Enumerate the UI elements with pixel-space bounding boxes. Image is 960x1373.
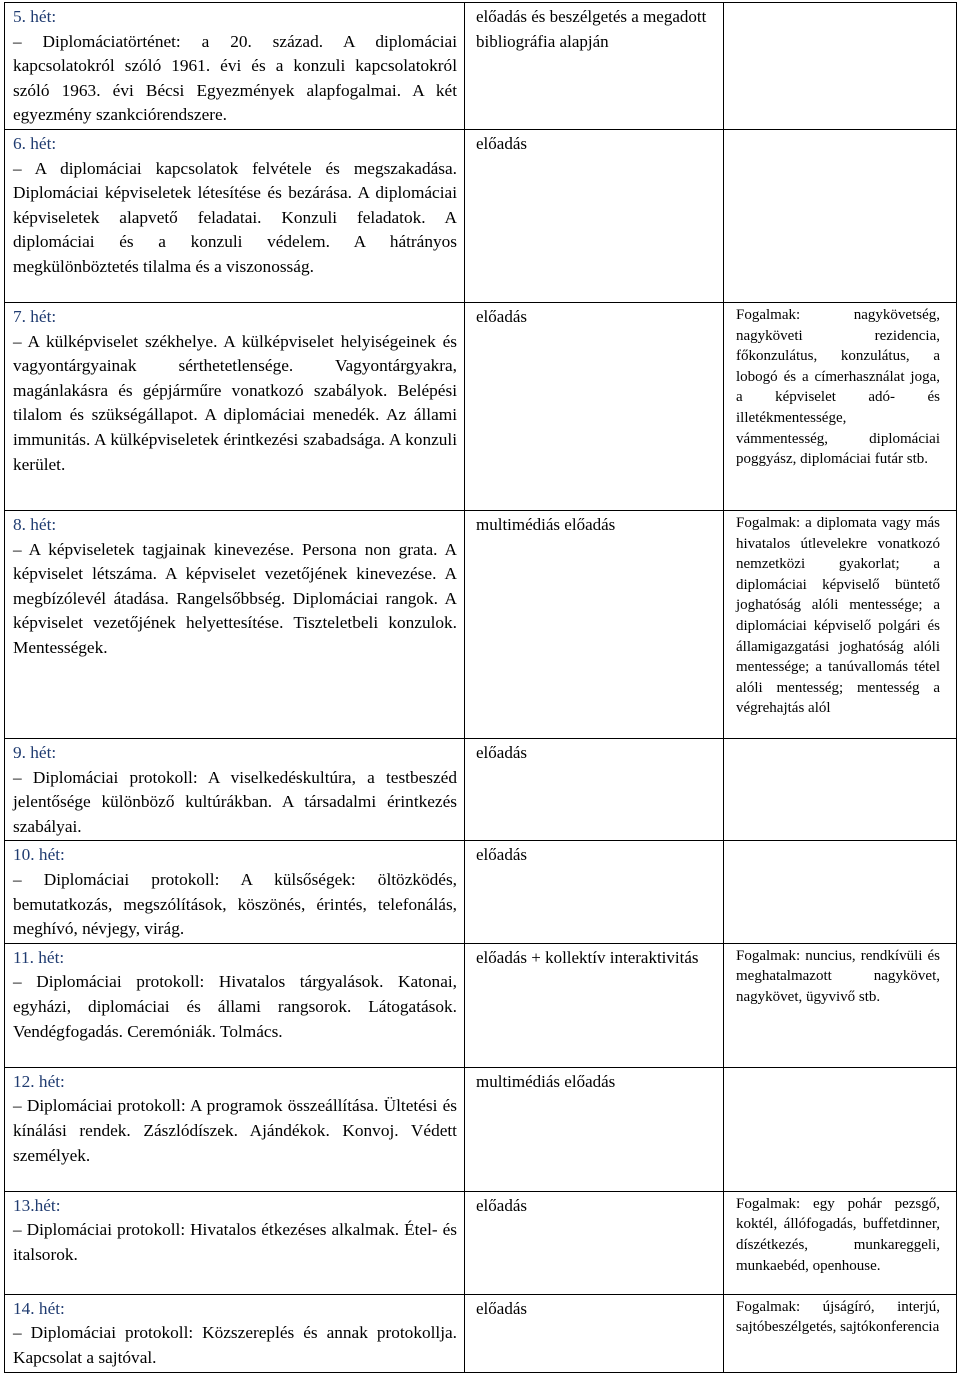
notes-cell — [724, 943, 957, 1067]
topic-text: – Diplomáciai protokoll: A viselkedéskultúra, a testbeszéd jelentősége különböző kultúrákban. A társadalmi érintkezés szabályai. — [13, 767, 457, 836]
notes-text: Fogalmak: nagykövetség, nagyköveti rezidencia, főkonzulátus, konzulátus, a lobogó és a címerhasználat joga, a képviselet adó- és illetékmentessége, vámmentesség, diplomáciai poggyász, diplomáciai futár stb. — [736, 306, 940, 468]
method-cell — [465, 943, 724, 1067]
method-cell — [465, 510, 724, 738]
notes-text: Fogalmak: nuncius, rendkívüli és meghatalmazott nagykövet, nagykövet, ügyvivő stb. — [736, 947, 940, 1005]
table-row — [5, 3, 957, 130]
topic-cell — [5, 738, 465, 840]
table-row — [5, 302, 957, 510]
topic-text: – Diplomáciai protokoll: A külsőségek: öltözködés, bemutatkozás, megszólítások, köszönés, érintés, telefonálás, meghívó, névjegy, virág. — [13, 869, 457, 939]
notes-cell — [724, 841, 957, 943]
topic-cell — [5, 510, 465, 738]
week-label: 12. hét: — [13, 1071, 65, 1091]
notes-text: Fogalmak: újságíró, interjú, sajtóbeszélgetés, sajtókonferencia — [736, 1298, 940, 1336]
method-text: előadás — [476, 133, 527, 153]
table-row — [5, 1294, 957, 1372]
topic-text: – Diplomáciai protokoll: Hivatalos tárgyalások. Katonai, egyházi, diplomáciai és állami rangsorok. Látogatások. Vendégfogadás. Ceremóniák. Tolmács. — [13, 972, 457, 1041]
method-text: előadás + kollektív interaktivitás — [476, 947, 699, 967]
topic-text: – A külképviselet székhelye. A külképviselet helyiségeinek és vagyontárgyainak sérthetetlensége. Vagyontárgyakra, magánlakásra és gépjárműre vonatkozó szabályok. Belépési tilalom és szükségállapot. A diplomáciai menedék. Az állami immunitás. A külképviseletek érintkezési szabadsága. A konzuli kerület. — [13, 331, 457, 474]
topic-cell — [5, 943, 465, 1067]
method-text: előadás — [476, 845, 527, 865]
method-cell — [465, 129, 724, 302]
topic-text: – A képviseletek tagjainak kinevezése. Persona non grata. A képviselet létszáma. A képviselet vezetőjének kinevezése. A megbízólevél átadása. Rangelsőbbség. Diplomáciai rangok. A képviselet vezetőjének helyettesítése. Tiszteletbeli konzulok. Mentességek. — [13, 539, 457, 657]
table-row — [5, 1191, 957, 1294]
method-text: előadás — [476, 1298, 527, 1318]
notes-cell — [724, 1294, 957, 1372]
notes-text: Fogalmak: a diplomata vagy más hivatalos útlevelekre vonatkozó nemzetközi gyakorlat; a diplomáciai képviselő büntető joghatóság alóli mentessége; a diplomáciai képviselő polgári és államigazgatási joghatóság alóli mentessége; a tanúvallomás tétel alóli mentesség; mentesség a végrehajtás alól — [736, 514, 940, 717]
topic-text: – Diplomáciai protokoll: Hivatalos étkezéses alkalmak. Étel- és italsorok. — [13, 1220, 457, 1264]
table-row — [5, 510, 957, 738]
method-cell — [465, 302, 724, 510]
notes-cell — [724, 1067, 957, 1191]
method-text: előadás — [476, 1195, 527, 1215]
syllabus-table — [4, 2, 957, 1373]
syllabus-rows — [5, 3, 957, 1373]
topic-cell — [5, 129, 465, 302]
topic-text: – A diplomáciai kapcsolatok felvétele és megszakadása. Diplomáciai képviseletek létesítése és bezárása. A diplomáciai képviseletek alapvető feladatai. Konzuli feladatok. A diplomáciai és a konzuli védelem. A hátrányos megkülönböztetés tilalma és a viszonosság. — [13, 158, 457, 276]
week-label: 5. hét: — [13, 7, 57, 26]
topic-text: – Diplomáciai protokoll: Közszereplés és annak protokollja. Kapcsolat a sajtóval. — [13, 1323, 457, 1367]
method-text: multimédiás előadás — [476, 514, 616, 534]
notes-cell — [724, 510, 957, 738]
topic-text: – Diplomáciai protokoll: A programok összeállítása. Ültetési és kínálási rendek. Zászlódíszek. Ajándékok. Konvoj. Védett személyek. — [13, 1096, 457, 1165]
topic-cell — [5, 841, 465, 943]
topic-text: – Diplomáciatörténet: a 20. század. A diplomáciai kapcsolatokról szóló 1961. évi és a konzuli kapcsolatokról szóló 1963. évi Bécsi Egyezmények alapfogalmai. A két egyezmény szankciórendszere. — [13, 31, 457, 125]
notes-cell — [724, 1191, 957, 1294]
method-text: előadás — [476, 742, 527, 762]
topic-cell — [5, 1191, 465, 1294]
table-row — [5, 841, 957, 943]
table-row — [5, 1067, 957, 1191]
table-row — [5, 129, 957, 302]
table-row — [5, 943, 957, 1067]
method-cell — [465, 1294, 724, 1372]
week-label: 8. hét: — [13, 514, 57, 534]
method-cell — [465, 738, 724, 840]
notes-cell — [724, 3, 957, 130]
notes-cell — [724, 738, 957, 840]
method-text: multimédiás előadás — [476, 1071, 616, 1091]
notes-cell — [724, 302, 957, 510]
week-label: 13.hét: — [13, 1195, 61, 1215]
topic-cell — [5, 1067, 465, 1191]
method-cell — [465, 3, 724, 130]
week-label: 9. hét: — [13, 742, 57, 762]
method-cell — [465, 841, 724, 943]
method-text: előadás — [476, 306, 527, 326]
notes-cell — [724, 129, 957, 302]
topic-cell — [5, 3, 465, 130]
week-label: 7. hét: — [13, 306, 57, 326]
topic-cell — [5, 1294, 465, 1372]
week-label: 6. hét: — [13, 133, 57, 153]
week-label: 11. hét: — [13, 947, 65, 967]
notes-text: Fogalmak: egy pohár pezsgő, koktél, állófogadás, buffetdinner, díszétkezés, munkareggeli, munkaebéd, openhouse. — [736, 1195, 940, 1274]
week-label: 10. hét: — [13, 845, 65, 865]
table-row — [5, 738, 957, 840]
method-text: előadás és beszélgetés a megadott bibliográfia alapján — [476, 7, 707, 51]
method-cell — [465, 1191, 724, 1294]
topic-cell — [5, 302, 465, 510]
week-label: 14. hét: — [13, 1298, 65, 1318]
method-cell — [465, 1067, 724, 1191]
